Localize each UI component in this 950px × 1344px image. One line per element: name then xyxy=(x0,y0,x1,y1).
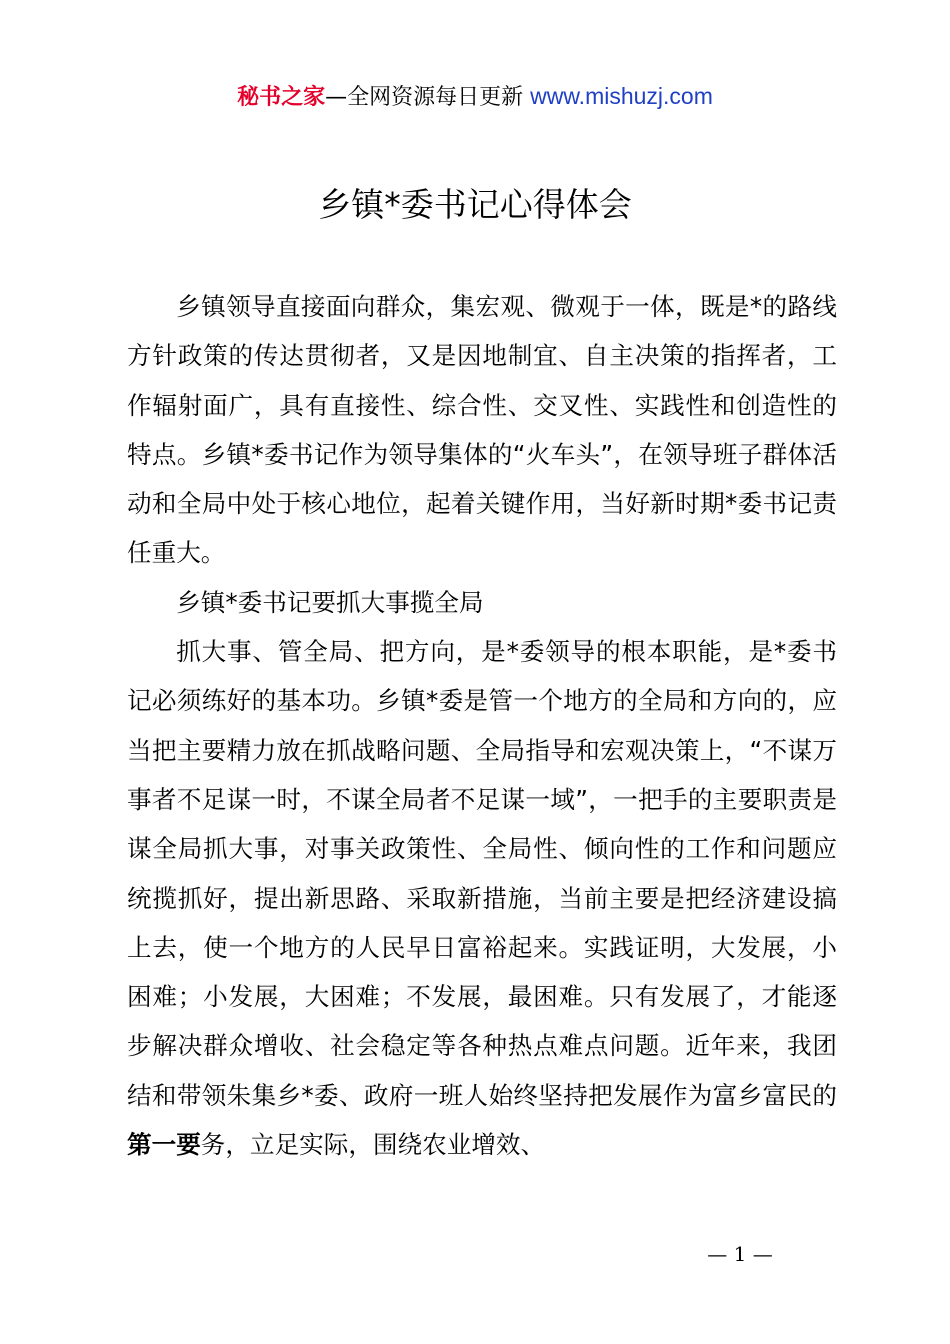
paragraph-main xyxy=(127,627,837,1169)
banner-brand: 秘书之家 xyxy=(237,85,326,110)
page-number: — 1 — xyxy=(707,1242,773,1266)
banner-url-link[interactable]: www.mishuzj.com xyxy=(530,83,713,109)
banner-slogan: —全网资源每日更新 xyxy=(325,85,531,110)
document-title: 乡镇*委书记心得体会 xyxy=(318,185,632,224)
bold-emphasis: 第一要 xyxy=(127,1130,201,1160)
paragraph-intro: 乡镇领导直接面向群众，集宏观、微观于一体，既是*的路线方针政策的传达贯彻者，又是因地制宜、自主决策的指挥者，工作辐射面广，具有直接性、综合性、交叉性、实践性和创造性的特点。乡镇*委书记作为领导集体的“火车头”，在领导班子群体活动和全局中处于核心地位，起着关键作用，当好新时期*委书记责任重大。 xyxy=(127,292,837,568)
paragraph-main-text: 抓大事、管全局、把方向，是*委领导的根本职能，是*委书记必须练好的基本功。乡镇*委是管一个地方的全局和方向的，应当把主要精力放在抓战略问题、全局指导和宏观决策上，“不谋万事者不足谋一时，不谋全局者不足谋一域”，一把手的主要职责是谋全局抓大事，对事关政策性、全局性、倾向性的工作和问题应统揽抓好，提出新思路、采取新措施，当前主要是把经济建设搞上去，使一个地方的人民早日富裕起来。实践证明，大发展，小困难；小发展，大困难；不发展，最困难。只有发展了，才能逐步解决群众增收、社会稳定等各种热点难点问题。近年来，我团结和带领朱集乡*委、政府一班人始终坚持把发展作为富乡富民的 xyxy=(127,637,837,1110)
site-banner xyxy=(0,80,950,114)
paragraph-main-tail: 务，立足实际，围绕农业增效、 xyxy=(200,1130,546,1160)
section-heading: 乡镇*委书记要抓大事揽全局 xyxy=(176,587,484,617)
document-body xyxy=(127,282,837,1169)
